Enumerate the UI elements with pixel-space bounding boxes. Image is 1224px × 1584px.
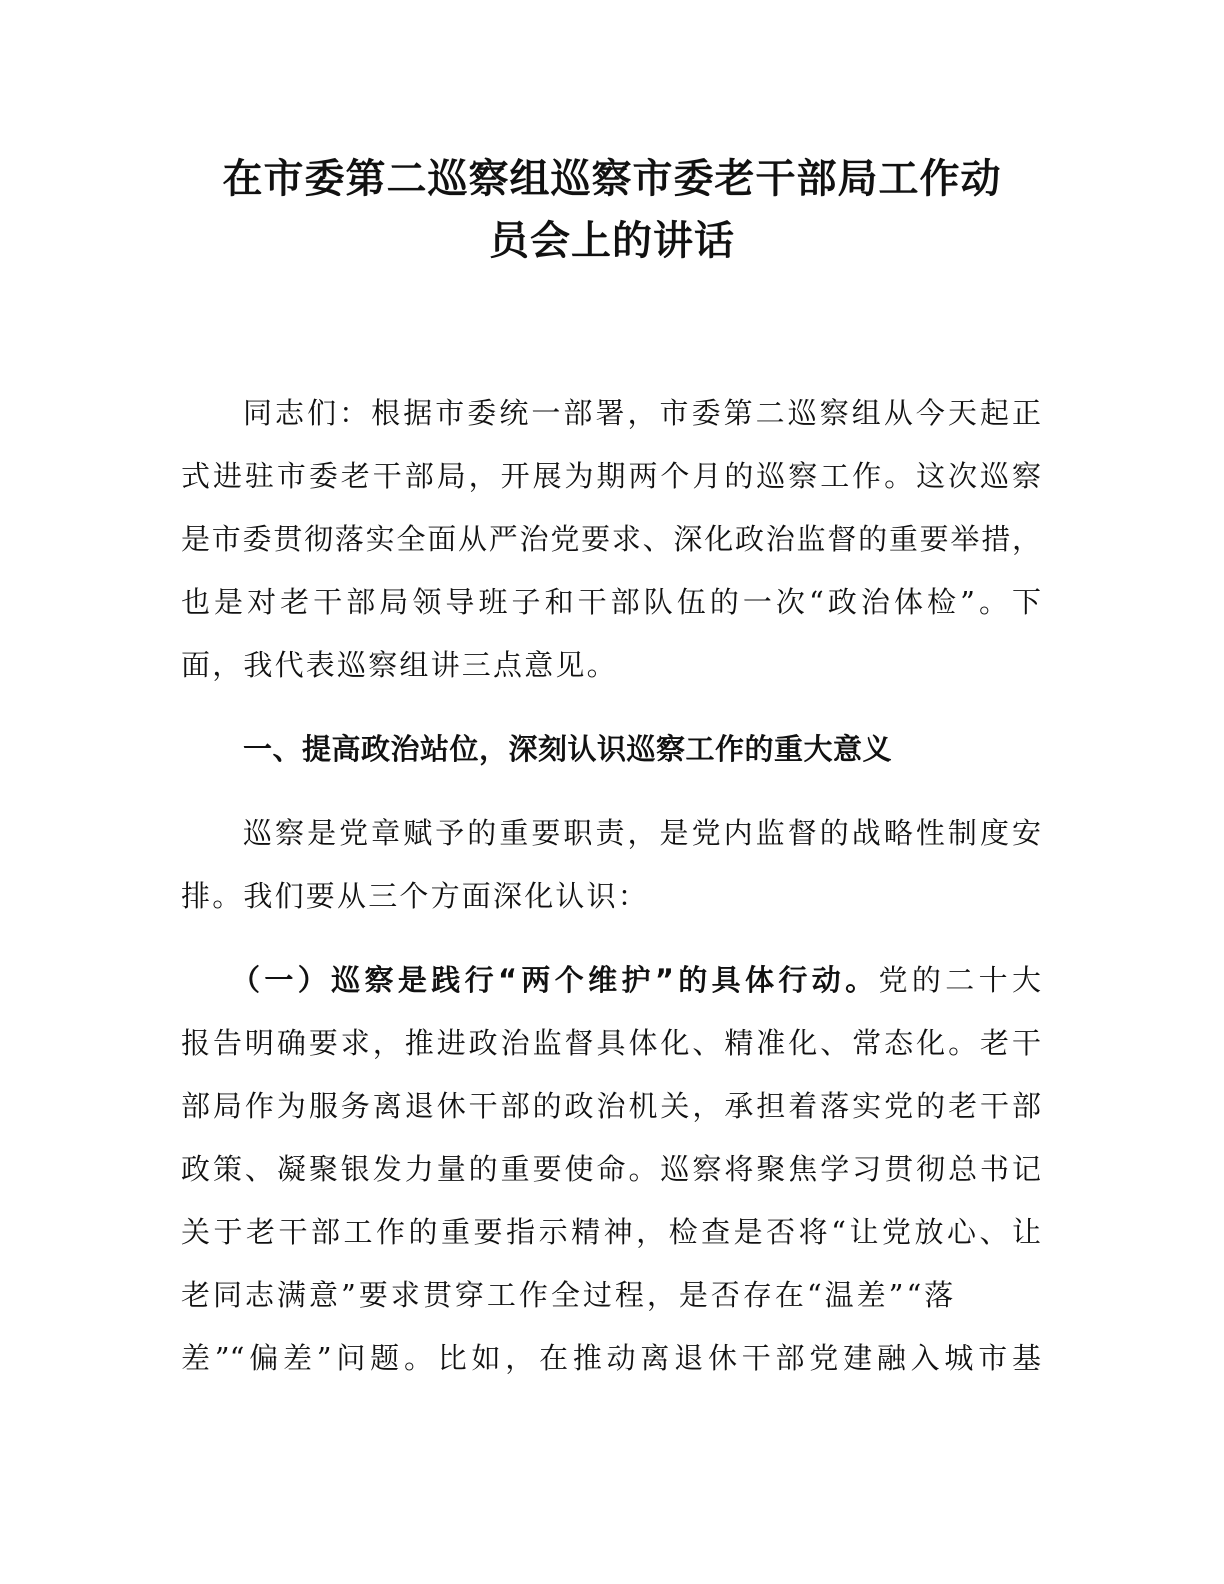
- paragraph-line: 面，我代表巡察组讲三点意见。: [181, 648, 618, 682]
- paragraph-line: 老同志满意”要求贯穿工作全过程，是否存在“温差”“落: [181, 1278, 957, 1312]
- title-line-1: 在市委第二巡察组巡察市委老干部局工作动: [222, 156, 1002, 202]
- title-line-2: 员会上的讲话: [489, 218, 735, 264]
- paragraph-line: 也是对老干部局领导班子和干部队伍的一次“政治体检”。下: [181, 585, 1041, 619]
- paragraph-line: 差”“偏差”问题。比如，在推动离退休干部党建融入城市基: [181, 1341, 1041, 1375]
- subsection-lead-text: 党的二十大: [878, 963, 1041, 997]
- paragraph-line: 关于老干部工作的重要指示精神，检查是否将“让党放心、让: [181, 1215, 1041, 1249]
- subsection-lead-line: [181, 960, 1041, 1000]
- section-heading: 一、提高政治站位，深刻认识巡察工作的重大意义: [243, 732, 893, 766]
- paragraph-line: 排。我们要从三个方面深化认识：: [181, 879, 650, 913]
- paragraph-line: 巡察是党章赋予的重要职责，是党内监督的战略性制度安: [243, 816, 1041, 850]
- paragraph-line: 报告明确要求，推进政治监督具体化、精准化、常态化。老干: [181, 1026, 1041, 1060]
- subsection-heading: （一）巡察是践行“两个维护”的具体行动。: [231, 963, 879, 997]
- paragraph-line: 政策、凝聚银发力量的重要使命。巡察将聚焦学习贯彻总书记: [181, 1152, 1041, 1186]
- document-title: [0, 148, 1224, 272]
- paragraph-line: 同志们：根据市委统一部署，市委第二巡察组从今天起正: [243, 396, 1041, 430]
- paragraph-line: 部局作为服务离退休干部的政治机关，承担着落实党的老干部: [181, 1089, 1041, 1123]
- paragraph-line: 是市委贯彻落实全面从严治党要求、深化政治监督的重要举措，: [181, 522, 1041, 556]
- paragraph-line: 式进驻市委老干部局，开展为期两个月的巡察工作。这次巡察: [181, 459, 1041, 493]
